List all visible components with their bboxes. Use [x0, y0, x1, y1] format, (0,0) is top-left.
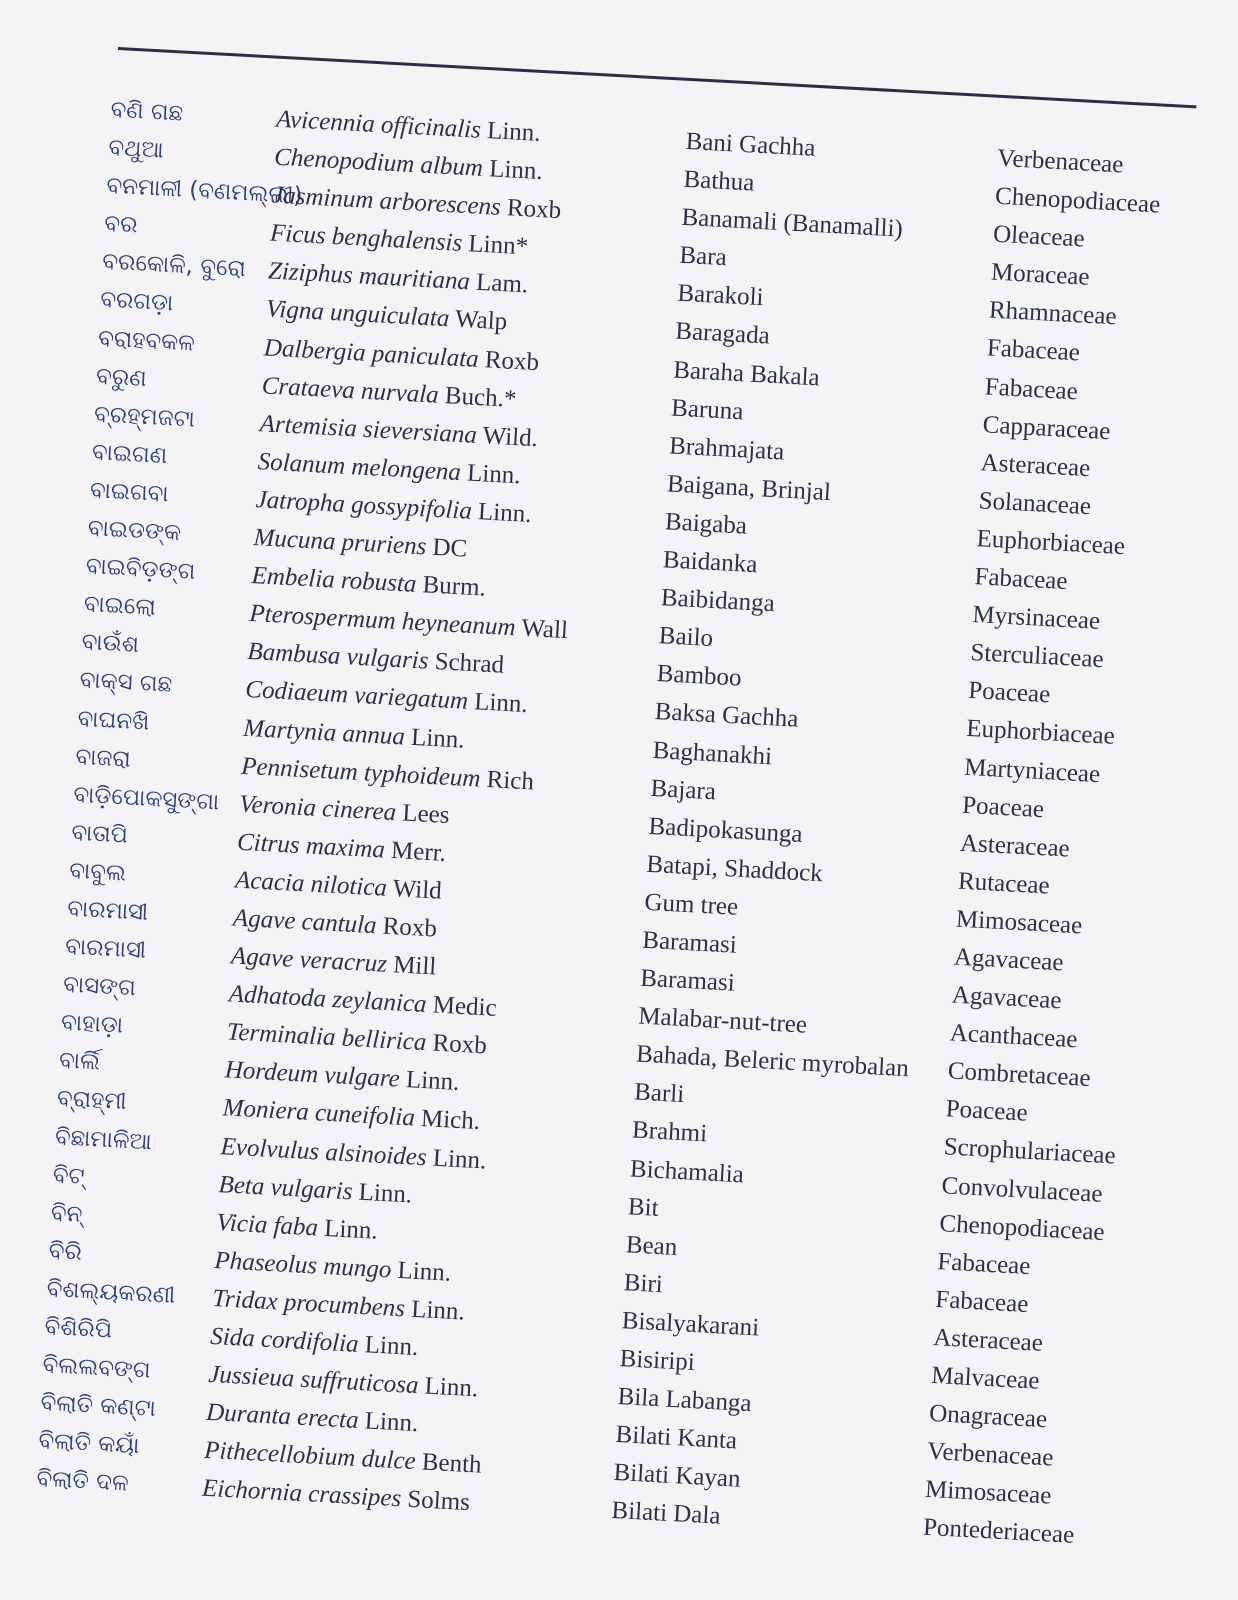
binomial: Jatropha gossypifolia — [254, 486, 473, 525]
odia-name: ବରଗଡ଼ା — [99, 286, 174, 317]
authority: Medic — [432, 991, 498, 1023]
odia-name: ବାଇଗବା — [89, 477, 170, 508]
odia-name: ବ୍ରହ୍ମଜଟା — [93, 401, 196, 433]
odia-name: ବରକୋଳି, ବୁରୋ — [101, 248, 247, 283]
authority: Linn. — [473, 688, 529, 719]
family-name: Verbenaceae — [926, 1438, 1055, 1472]
common-name: Baghanakhi — [652, 736, 773, 770]
odia-name: ବିଶିରିପି — [43, 1313, 113, 1344]
common-name: Bathua — [682, 165, 756, 197]
family-name: Pontederiaceae — [922, 1514, 1075, 1550]
odia-name: ବାବୁଲ — [68, 857, 127, 887]
authority: Roxb — [506, 194, 562, 225]
binomial: Chenopodium album — [273, 143, 484, 182]
odia-name: ବାରମାସୀ — [66, 895, 149, 926]
binomial: Embelia robusta — [250, 562, 418, 599]
authority: Rich — [485, 765, 535, 796]
common-name: Gum tree — [643, 888, 739, 921]
odia-name: ବାକ୍ସ ଗଛ — [78, 667, 173, 699]
family-name: Fabaceae — [936, 1247, 1032, 1280]
binomial: Sida cordifolia — [209, 1322, 360, 1358]
odia-name: ବାଡ଼ିପୋକସୁଙ୍ଗା — [72, 781, 220, 816]
odia-name: ବାଇଡଙ୍କ — [87, 515, 182, 547]
binomial: Pennisetum typhoideum — [240, 752, 482, 793]
family-name: Onagraceae — [928, 1399, 1048, 1434]
plant-list — [35, 96, 1214, 1564]
common-name: Barli — [633, 1078, 685, 1109]
binomial: Dalbergia paniculata — [263, 333, 480, 373]
authority: Wall — [520, 614, 569, 645]
common-name: Baigana, Brinjal — [666, 470, 832, 507]
common-name: Bit — [627, 1192, 660, 1222]
odia-name: ବାର୍ଲି — [58, 1047, 101, 1076]
common-name: Bajara — [649, 774, 717, 805]
odia-name: ବଣି ଗଛ — [109, 96, 184, 127]
binomial: Bambusa vulgaris — [246, 638, 430, 675]
family-name: Verbenaceae — [996, 144, 1125, 179]
odia-name: ବର — [103, 210, 139, 239]
binomial: Eichornia crassipes — [201, 1475, 402, 1513]
family-name: Asteraceae — [959, 829, 1071, 863]
binomial: Jasminum arborescens — [271, 181, 502, 222]
common-name: Baidanka — [662, 546, 759, 579]
common-name: Bahada, Beleric myrobalan — [635, 1040, 910, 1083]
odia-name: ବିଲାତି କଣ୍ଟା — [39, 1390, 157, 1423]
common-name: Bara — [678, 241, 728, 272]
odia-name: ବାହାଡ଼ା — [60, 1009, 124, 1039]
authority: Linn. — [423, 1372, 479, 1403]
odia-name: ବାସଙ୍ଗ — [62, 971, 137, 1002]
binomial: Agave cantula — [232, 904, 378, 940]
authority: Linn. — [323, 1214, 379, 1245]
family-name: Fabaceae — [984, 372, 1079, 405]
binomial: Hordeum vulgare — [224, 1056, 401, 1094]
family-name: Fabaceae — [973, 563, 1069, 596]
common-name: Brahmajata — [668, 432, 786, 466]
family-name: Oleaceae — [992, 220, 1086, 253]
odia-name: ବିରି — [48, 1237, 83, 1266]
family-name: Agavaceae — [951, 981, 1063, 1015]
common-name: Bilati Kanta — [614, 1421, 738, 1455]
common-name: Bamboo — [656, 660, 743, 692]
common-name: Malabar-nut-tree — [637, 1002, 808, 1039]
common-name: Barakoli — [676, 280, 765, 312]
common-name: Baramasi — [639, 964, 736, 997]
odia-name: ବିଟ୍ — [52, 1161, 86, 1190]
binomial: Martynia annua — [242, 714, 406, 751]
binomial: Phaseolus mungo — [213, 1246, 393, 1284]
odia-name: ବାଜରା — [74, 743, 132, 773]
odia-name: ବନମାଳୀ (ବଣମଲ୍ଲୀ) — [105, 172, 304, 210]
authority: Benth — [421, 1448, 483, 1479]
authority: Linn. — [364, 1331, 419, 1362]
family-name: Sterculiaceae — [969, 639, 1105, 674]
family-name: Euphorbiaceae — [965, 715, 1116, 751]
binomial: Codiaeum variegatum — [244, 676, 469, 716]
binomial: Tridax procumbens — [211, 1284, 406, 1323]
authority: Linn. — [477, 498, 533, 528]
odia-name: ବ୍ରାହ୍ମୀ — [56, 1085, 128, 1116]
binomial: Jussieua suffruticosa — [207, 1360, 420, 1400]
odia-name: ବାରମାସୀ — [64, 933, 147, 964]
binomial: Ziziphus mauritiana — [267, 257, 471, 296]
odia-name: ବରୁଣ — [95, 362, 148, 392]
common-name: Baksa Gachha — [654, 698, 800, 734]
binomial: Citrus maxima — [236, 828, 386, 864]
family-name: Capparaceae — [982, 410, 1112, 445]
common-name: Baramasi — [641, 926, 738, 959]
binomial: Beta vulgaris — [217, 1170, 354, 1205]
scientific-name — [276, 106, 542, 148]
family-name: Myrsinaceae — [971, 601, 1101, 636]
odia-name: ବିଲାତି କୟାଁ — [37, 1428, 141, 1460]
binomial: Adhatoda zeylanica — [228, 980, 428, 1019]
family-name: Poaceae — [945, 1095, 1029, 1128]
common-name: Badipokasunga — [647, 812, 804, 848]
common-name: Bean — [625, 1230, 679, 1261]
family-name: Malvaceae — [930, 1361, 1041, 1395]
authority: Burm. — [421, 571, 487, 602]
family-name: Asteraceae — [980, 449, 1092, 482]
authority: Linn* — [467, 230, 529, 261]
odia-name: ବିଲଲବଙ୍ଗ — [41, 1351, 152, 1384]
authority: Lees — [401, 799, 451, 829]
odia-name: ବାତାପି — [70, 819, 129, 849]
binomial: Evolvulus alsinoides — [219, 1132, 428, 1171]
authority: Lam. — [475, 269, 529, 299]
family-name: Poaceae — [967, 677, 1051, 709]
binomial: Solanum melongena — [257, 448, 462, 486]
common-name: Batapi, Shaddock — [645, 850, 824, 888]
family-name: Acanthaceae — [949, 1019, 1079, 1054]
common-name: Bilati Kayan — [612, 1459, 742, 1494]
common-name: Bichamalia — [629, 1154, 745, 1189]
authority: Schrad — [433, 648, 505, 680]
authority: Roxb — [431, 1029, 488, 1060]
authority: Linn. — [410, 1295, 466, 1326]
common-name: Baigaba — [664, 508, 748, 540]
binomial: Vigna unguiculata — [265, 295, 451, 333]
authority: Merr. — [390, 836, 447, 867]
family-name: Poaceae — [961, 791, 1045, 823]
binomial: Veronia cinerea — [238, 790, 397, 826]
document-page — [35, 47, 1207, 1550]
binomial: Pterospermum heyneanum — [248, 600, 517, 642]
odia-name: ବିନ୍ — [50, 1199, 84, 1228]
authority: Linn. — [405, 1066, 461, 1097]
odia-name: ବଥୁଆ — [107, 134, 165, 164]
common-name: Baruna — [670, 394, 745, 425]
authority: Linn. — [466, 459, 522, 490]
family-name: Chenopodiaceae — [938, 1209, 1106, 1246]
authority: Linn. — [432, 1144, 488, 1175]
odia-name: ବାଇଗଣ — [91, 439, 168, 470]
authority: Mill — [392, 951, 437, 981]
odia-name: ବାଉଁଶ — [81, 629, 140, 659]
binomial: Crataeva nurvala — [261, 371, 440, 409]
family-name: Combretaceae — [947, 1057, 1092, 1093]
authority: Wild — [392, 874, 443, 905]
authority: Linn. — [364, 1407, 419, 1438]
binomial: Moniera cuneifolia — [222, 1094, 416, 1133]
authority: Linn. — [357, 1178, 413, 1209]
odia-name: ବାଇବିଡ଼ଙ୍ଗ — [85, 553, 196, 586]
binomial: Acacia nilotica — [234, 866, 388, 902]
authority: Linn. — [486, 117, 542, 147]
family-name: Euphorbiaceae — [975, 525, 1126, 561]
odia-name: ବାଇଲୋ — [83, 591, 157, 622]
binomial: Pithecellobium dulce — [203, 1437, 417, 1476]
odia-name: ବିଶଲ୍ୟକରଣୀ — [46, 1275, 176, 1309]
family-name: Chenopodiaceae — [994, 182, 1161, 219]
common-name: Bisalyakarani — [621, 1307, 760, 1342]
common-name: Baraha Bakala — [672, 356, 821, 391]
family-name: Moraceae — [990, 258, 1091, 292]
family-name: Scrophulariaceae — [942, 1133, 1117, 1170]
family-name: Rhamnaceae — [988, 296, 1118, 331]
family-name: Agavaceae — [953, 943, 1065, 977]
authority: Mich. — [420, 1105, 481, 1136]
binomial: Mucuna pruriens — [252, 524, 428, 561]
authority: Wild. — [481, 422, 539, 453]
authority: Linn. — [396, 1256, 452, 1287]
family-name: Rutaceae — [957, 867, 1051, 900]
family-name: Martyniaceae — [963, 753, 1101, 788]
family-name: Mimosaceae — [955, 905, 1083, 940]
binomial: Artemisia sieversiana — [259, 409, 478, 449]
common-name: Bila Labanga — [617, 1383, 753, 1418]
authority: Buch.* — [444, 381, 518, 413]
common-name: Bailo — [658, 622, 714, 653]
common-name: Brahmi — [631, 1116, 708, 1148]
binomial: Avicennia officinalis — [275, 105, 482, 144]
common-name: Biri — [623, 1269, 664, 1299]
binomial: Agave veracruz — [230, 942, 388, 978]
authority: Linn. — [488, 155, 544, 186]
family-name: Asteraceae — [932, 1323, 1044, 1357]
odia-name: ବରାହବକଳ — [97, 324, 196, 357]
family-name: Mimosaceae — [924, 1476, 1053, 1510]
common-name: Banamali (Banamalli) — [680, 203, 904, 243]
odia-name: ବିଛାମାଳିଆ — [54, 1123, 153, 1155]
authority: Walp — [454, 306, 508, 336]
common-name: Baibidanga — [660, 584, 776, 618]
authority: Roxb — [484, 345, 540, 376]
common-name: Bisiripi — [619, 1345, 696, 1377]
odia-name: ବିଲାତି ଦଳ — [35, 1466, 130, 1498]
authority: Roxb — [382, 912, 438, 943]
family-name: Convolvulaceae — [940, 1171, 1104, 1208]
authority: DC — [431, 533, 468, 563]
common-name: Bani Gachha — [684, 127, 817, 162]
binomial: Vicia faba — [215, 1208, 319, 1242]
family-name: Solanaceae — [978, 487, 1092, 521]
family-name: Fabaceae — [934, 1285, 1030, 1318]
header-rule — [118, 47, 1197, 108]
binomial: Terminalia bellirica — [226, 1018, 428, 1057]
authority: Solms — [406, 1486, 471, 1517]
odia-name: ବାଘନଖି — [76, 705, 151, 736]
common-name: Bilati Dala — [610, 1497, 722, 1531]
common-name: Baragada — [674, 318, 771, 351]
family-name: Fabaceae — [986, 334, 1081, 367]
binomial: Ficus benghalensis — [269, 219, 463, 258]
authority: Linn. — [410, 723, 466, 754]
binomial: Duranta erecta — [205, 1398, 360, 1435]
